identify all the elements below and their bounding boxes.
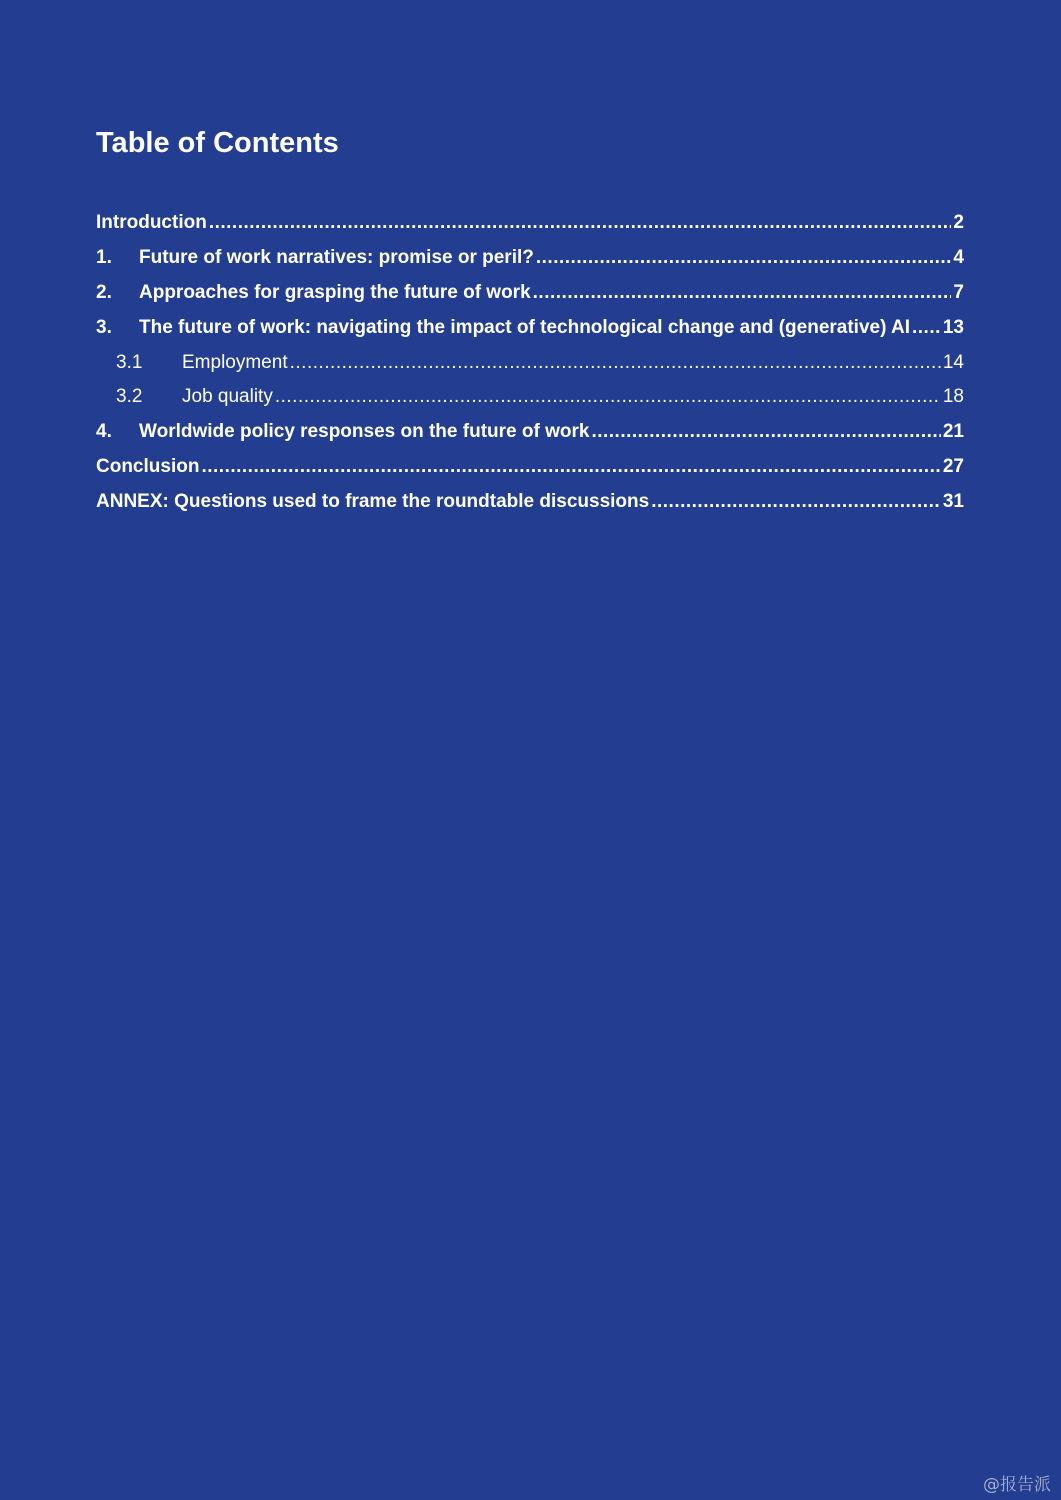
- toc-entry-annex[interactable]: [96, 488, 964, 523]
- toc-page-number: 4: [953, 246, 964, 268]
- toc-entry-label: ANNEX: Questions used to frame the roundtable discussions: [96, 491, 650, 513]
- toc-entry-section-4[interactable]: [96, 418, 964, 453]
- toc-section-number: 3.2: [116, 386, 143, 408]
- table-of-contents: [96, 209, 964, 523]
- dot-leader: [651, 488, 941, 516]
- watermark: @报告派: [983, 1475, 1051, 1495]
- dot-leader: [201, 453, 940, 481]
- toc-section-number: 2.: [96, 281, 112, 303]
- toc-entry-label: Conclusion: [96, 456, 200, 478]
- toc-section-number: 3.: [96, 316, 112, 338]
- toc-page-number: 7: [953, 281, 964, 303]
- dot-leader: [275, 383, 941, 411]
- toc-entry-introduction[interactable]: [96, 209, 964, 244]
- toc-entry-section-1[interactable]: [96, 244, 964, 279]
- toc-entry-label: Employment: [182, 351, 288, 373]
- toc-page-number: 2: [953, 212, 964, 233]
- toc-page-number: 13: [942, 316, 964, 338]
- toc-entry-label: The future of work: navigating the impact of technological change and (generative) AI: [139, 316, 910, 338]
- dot-leader: [290, 349, 941, 377]
- toc-section-number: 4.: [96, 421, 112, 443]
- dot-leader: [591, 418, 940, 446]
- toc-entry-label: Worldwide policy responses on the future of work: [139, 421, 590, 443]
- toc-entry-label: Introduction: [96, 212, 207, 233]
- toc-page-number: 27: [942, 456, 964, 478]
- toc-entry-section-3-2[interactable]: [96, 383, 964, 418]
- toc-entry-label: Future of work narratives: promise or peril?: [139, 246, 534, 268]
- dot-leader: [536, 244, 952, 272]
- toc-page-number: 31: [942, 491, 964, 513]
- toc-entry-section-2[interactable]: [96, 279, 964, 314]
- page-title: Table of Contents: [96, 127, 339, 159]
- toc-section-number: 3.1: [116, 351, 143, 373]
- toc-page-number: 18: [942, 386, 964, 408]
- toc-entry-section-3[interactable]: [96, 314, 964, 349]
- toc-entry-conclusion[interactable]: [96, 453, 964, 488]
- dot-leader: [912, 314, 941, 342]
- dot-leader: [209, 209, 952, 237]
- toc-page-number: 14: [942, 351, 964, 373]
- toc-page-number: 21: [942, 421, 964, 443]
- toc-entry-section-3-1[interactable]: [96, 349, 964, 384]
- toc-entry-label: Job quality: [182, 386, 273, 408]
- toc-section-number: 1.: [96, 246, 112, 268]
- toc-entry-label: Approaches for grasping the future of work: [139, 281, 531, 303]
- dot-leader: [533, 279, 952, 307]
